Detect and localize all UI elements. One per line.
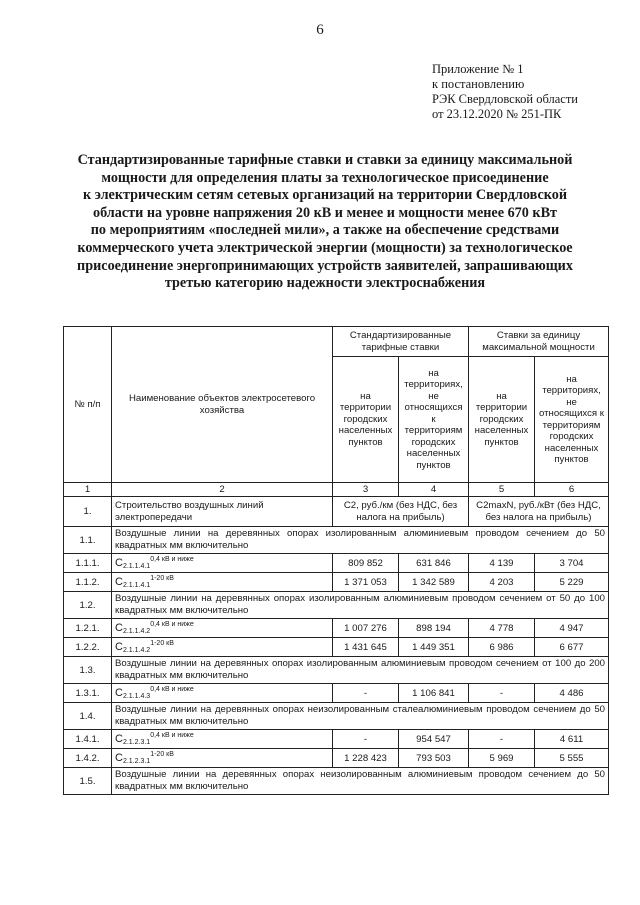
section-description: Воздушные линии на деревянных опорах неизолированным сталеалюминиевым проводом сечением до 50 квадратных мм включительно [112, 703, 609, 730]
title-line: присоединение энергопринимающих устройств заявителей, запрашивающих [77, 257, 573, 274]
rate-value: 1 449 351 [399, 638, 469, 657]
voltage-level: 1-20 кВ [150, 751, 174, 758]
rate-value: 1 342 589 [399, 573, 469, 592]
table-row [64, 619, 609, 638]
rate-value: - [333, 684, 399, 703]
rate-value: 809 852 [333, 554, 399, 573]
page-number: 6 [316, 22, 324, 38]
rate-value: 5 969 [469, 749, 535, 768]
rate-value: 1 007 276 [333, 619, 399, 638]
appendix-line: от 23.12.2020 № 251-ПК [432, 107, 562, 121]
row-number: 1.1.2. [64, 573, 112, 592]
voltage-level: 0,4 кВ и ниже [150, 556, 194, 563]
rate-value: - [333, 730, 399, 749]
document-title [40, 152, 610, 293]
rate-value: 5 555 [535, 749, 609, 768]
table-row [64, 554, 609, 573]
column-number: 3 [333, 483, 399, 497]
rate-symbol [112, 554, 333, 573]
section-row [64, 657, 609, 684]
rate-symbol-letter: С [115, 733, 123, 745]
section-row [64, 527, 609, 554]
rate-symbol-index: 2.1.2.3.1 [122, 758, 151, 765]
rate-symbol-letter: С [115, 557, 123, 569]
section-number: 1.3. [64, 657, 112, 684]
rate-value: 5 229 [535, 573, 609, 592]
voltage-level: 1-20 кВ [150, 640, 174, 647]
section-row [64, 592, 609, 619]
rate-symbol [112, 638, 333, 657]
rate-symbol-index: 2.1.1.4.2 [122, 628, 151, 635]
voltage-level: 0,4 кВ и ниже [150, 732, 194, 739]
header-name: Наименование объектов электросетевого хозяйства [112, 327, 333, 483]
section-row [64, 703, 609, 730]
header-urban: на территории городских населенных пунктов [333, 357, 399, 483]
rate-symbol-letter: С [115, 576, 123, 588]
column-number: 1 [64, 483, 112, 497]
rate-value: 6 986 [469, 638, 535, 657]
appendix-block [432, 62, 578, 122]
rate-value: 4 611 [535, 730, 609, 749]
column-number: 6 [535, 483, 609, 497]
rate-value: 4 778 [469, 619, 535, 638]
appendix-line: к постановлению [432, 77, 525, 91]
rate-symbol-letter: С [115, 752, 123, 764]
title-line: к электрическим сетям сетевых организаций на территории Свердловской [82, 187, 568, 204]
rate-symbol-index: 2.1.2.3.1 [122, 739, 151, 746]
object-name: Строительство воздушных линий электропередачи [112, 497, 333, 527]
row-number: 1.4.1. [64, 730, 112, 749]
title-line: мощности для определения платы за технологическое присоединение [101, 169, 549, 186]
appendix-line: РЭК Свердловской области [432, 92, 578, 106]
rate-value: 1 228 423 [333, 749, 399, 768]
rate-symbol [112, 730, 333, 749]
rate-value: 793 503 [399, 749, 469, 768]
rate-symbol-letter: С [115, 622, 123, 634]
header-non-urban: на территориях, не относящихся к территориям городских населенных пунктов [535, 357, 609, 483]
column-number: 2 [112, 483, 333, 497]
title-line: по мероприятиям «последней мили», а также на обеспечение средствами [90, 222, 560, 239]
row-number: 1.3.1. [64, 684, 112, 703]
rate-value: - [469, 730, 535, 749]
rate-value: 898 194 [399, 619, 469, 638]
column-number: 4 [399, 483, 469, 497]
section-number: 1.5. [64, 768, 112, 795]
rate-value: 6 677 [535, 638, 609, 657]
rate-symbol [112, 684, 333, 703]
section-number: 1.4. [64, 703, 112, 730]
rate-value: 954 547 [399, 730, 469, 749]
rate-value: 4 203 [469, 573, 535, 592]
rate-symbol [112, 573, 333, 592]
rate-value: 1 106 841 [399, 684, 469, 703]
table-row [64, 497, 609, 527]
section-description: Воздушные линии на деревянных опорах изолированным алюминиевым проводом сечением от 50 до 100 квадратных мм включительно [112, 592, 609, 619]
table-row [64, 730, 609, 749]
row-number: 1.4.2. [64, 749, 112, 768]
row-number: 1.1.1. [64, 554, 112, 573]
rate-symbol-index: 2.1.1.4.1 [122, 582, 151, 589]
rate-symbol-letter: С [115, 687, 123, 699]
header-row [64, 327, 609, 357]
header-non-urban: на территориях, не относящихся к территориям городских населенных пунктов [399, 357, 469, 483]
row-number: 1.2.1. [64, 619, 112, 638]
title-line: области на уровне напряжения 20 кВ и менее и мощности менее 670 кВт [92, 204, 558, 221]
rate-value: 4 486 [535, 684, 609, 703]
section-row [64, 768, 609, 795]
table-row [64, 573, 609, 592]
header-num: № п/п [64, 327, 112, 483]
header-unit-rates: Ставки за единицу максимальной мощности [469, 327, 609, 357]
rate-symbol-index: 2.1.1.4.3 [122, 693, 151, 700]
rate-symbol [112, 749, 333, 768]
title-line: третью категорию надежности электроснабжения [164, 275, 486, 292]
row-number: 1.2.2. [64, 638, 112, 657]
rate-symbol-letter: С [115, 641, 123, 653]
rate-value: 4 139 [469, 554, 535, 573]
rate-value: 631 846 [399, 554, 469, 573]
rate-value: 1 371 053 [333, 573, 399, 592]
section-description: Воздушные линии на деревянных опорах изолированным алюминиевым проводом сечением от 100 до 200 квадратных мм включительно [112, 657, 609, 684]
rate-value: 1 431 645 [333, 638, 399, 657]
voltage-level: 0,4 кВ и ниже [150, 621, 194, 628]
section-number: 1.2. [64, 592, 112, 619]
table-row [64, 749, 609, 768]
appendix-line: Приложение № 1 [432, 62, 524, 76]
table-row [64, 638, 609, 657]
tariff-table [63, 326, 609, 795]
rate-value: - [469, 684, 535, 703]
title-line: коммерческого учета электрической энергии (мощности) за технологическое [77, 239, 573, 256]
unit-std: С2, руб./км (без НДС, без налога на прибыль) [333, 497, 469, 527]
row-number: 1. [64, 497, 112, 527]
header-std-rates: Стандартизированные тарифные ставки [333, 327, 469, 357]
column-number: 5 [469, 483, 535, 497]
rate-symbol-index: 2.1.1.4.2 [122, 647, 151, 654]
section-description: Воздушные линии на деревянных опорах изолированным алюминиевым проводом сечением до 50 квадратных мм включительно [112, 527, 609, 554]
column-number-row [64, 483, 609, 497]
section-number: 1.1. [64, 527, 112, 554]
voltage-level: 1-20 кВ [150, 575, 174, 582]
rate-value: 4 947 [535, 619, 609, 638]
rate-value: 3 704 [535, 554, 609, 573]
unit-max: С2maxN, руб./кВт (без НДС, без налога на прибыль) [469, 497, 609, 527]
rate-symbol [112, 619, 333, 638]
rate-symbol-index: 2.1.1.4.1 [122, 563, 151, 570]
voltage-level: 0,4 кВ и ниже [150, 686, 194, 693]
header-urban: на территории городских населенных пунктов [469, 357, 535, 483]
section-description: Воздушные линии на деревянных опорах неизолированным алюминиевым проводом сечением до 50 квадратных мм включительно [112, 768, 609, 795]
table-row [64, 684, 609, 703]
title-line: Стандартизированные тарифные ставки и ставки за единицу максимальной [77, 152, 573, 168]
